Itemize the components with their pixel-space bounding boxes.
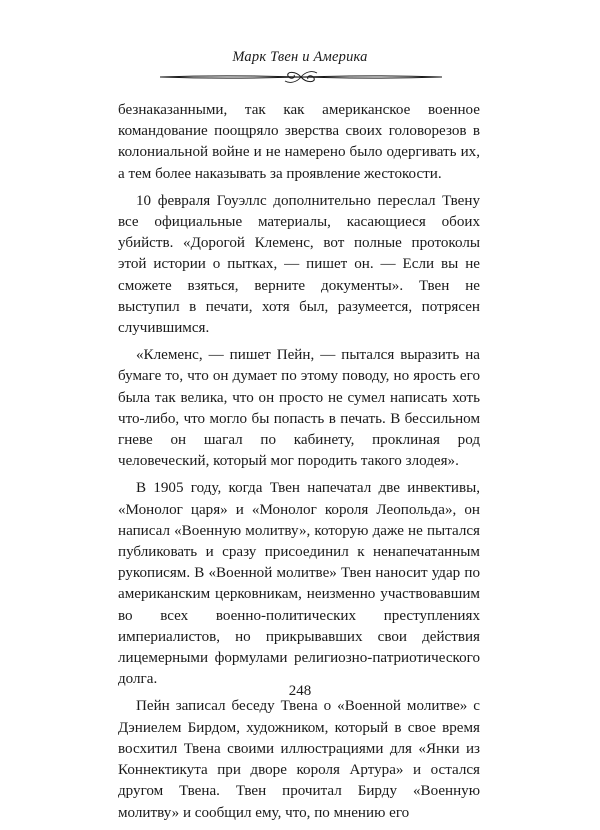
page-number: 248 bbox=[288, 683, 312, 699]
paragraph: В 1905 году, когда Твен напечатал две инвективы, «Монолог царя» и «Монолог короля Леопольда», он написал «Военную молитву», которую даже не пытался публиковать и сразу присоединил к ненапечатанным рукописям. В «Военной молитве» Твен наносит удар по американским церковникам, неизменно участвовавшим во всех военно-политических преступлениях империалистов, но прикрывавших свои действия лицемерными формулами религиозно-патриотического долга. bbox=[118, 480, 480, 688]
scroll-rule-ornament-icon bbox=[158, 66, 444, 88]
running-head-title: Марк Твен и Америка bbox=[232, 49, 368, 65]
paragraph: Пейн записал беседу Твена о «Военной молитве» с Дэниелем Бирдом, художником, который в свое время восхитил Твена своими иллюстрациями для «Янки из Коннектикута при дворе короля Артура» и остался другом Твена. Твен прочитал Бирду «Военную молитву» и сообщил ему, что, по мнению его bbox=[118, 698, 480, 821]
main-text-block bbox=[118, 100, 480, 830]
paragraph: 10 февраля Гоуэллс дополнительно переслал Твену все официальные материалы, касающиеся обоих убийств. «Дорогой Клеменс, вот полные протоколы этой истории о пытках, — пишет он. — Если вы не сможете взяться, верните документы». Твен не выступил в печати, хотя был, разумеется, потрясен случившимся. bbox=[118, 192, 480, 337]
paragraph: безнаказанными, так как американское военное командование поощряло зверства своих головорезов в колониальной войне и не намерено было одергивать их, а тем более наказывать за проявление жестокости. bbox=[118, 102, 480, 182]
paragraph: «Клеменс, — пишет Пейн, — пытался выразить на бумаге то, что он думает по этому поводу, но ярость его была так велика, что он просто не сумел написать хоть что-либо, что могло бы попасть в печать. В бессильном гневе он шагал по кабинету, проклиная род человеческий, который мог породить такого злодея». bbox=[118, 347, 480, 470]
